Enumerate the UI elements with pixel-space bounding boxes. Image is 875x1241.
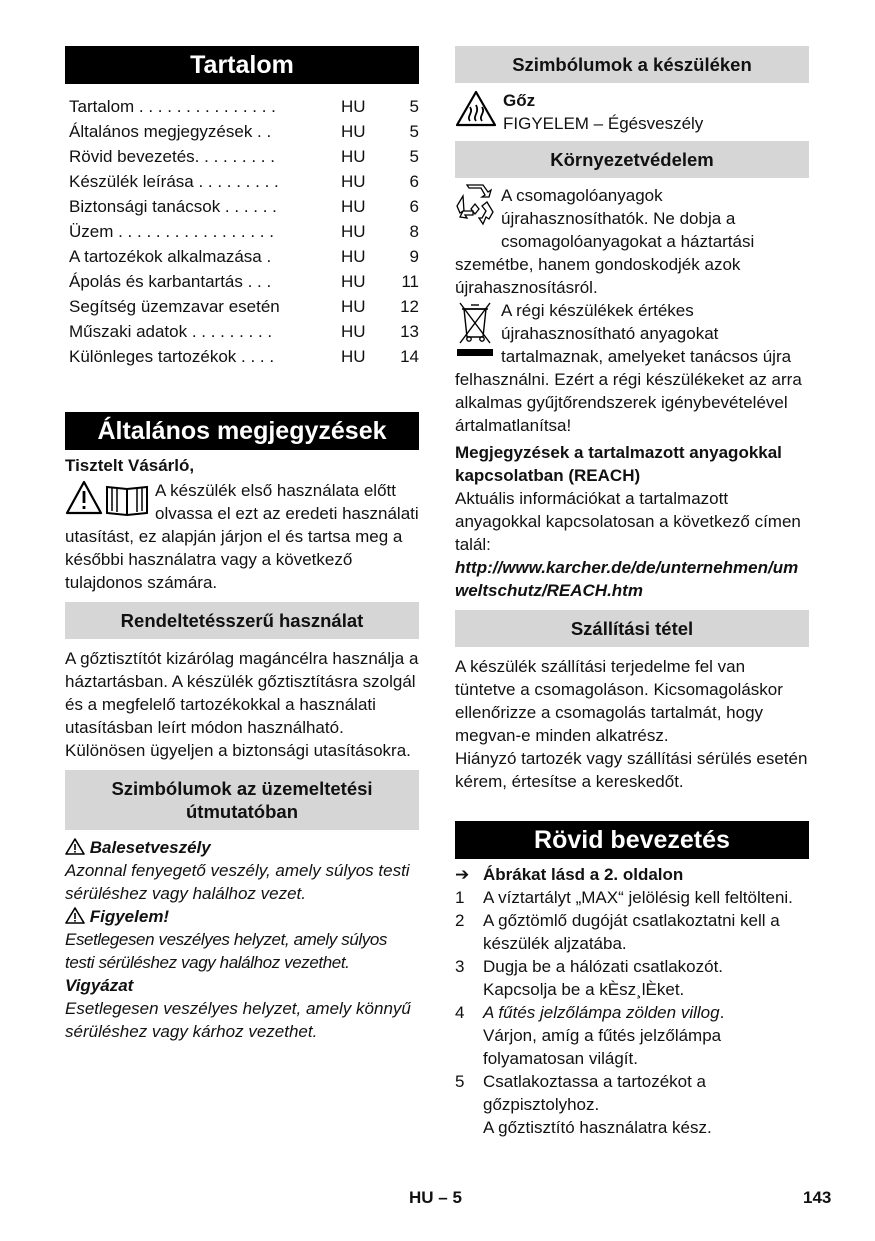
warning-heading: Figyelem! [65, 905, 419, 928]
toc-row[interactable] [69, 319, 419, 344]
toc-label: A tartozékok alkalmazása . [69, 247, 272, 266]
intended-use-text: A gőztisztítót kizárólag magáncélra használja a háztartásban. A készülék gőztisztításra szolgál és a megfelelő tartozékokkal a használati utasításban leírt módon használható. Különösen ügyeljen a biztonsági utasításokra. [65, 649, 419, 760]
toc-row[interactable] [69, 119, 419, 144]
toc-page-number: 9 [409, 247, 419, 266]
toc-label: Segítség üzemzavar esetén [69, 297, 280, 316]
toc-label: Műszaki adatok . . . . . . . . . [69, 322, 273, 341]
left-column [65, 46, 419, 1043]
toc-label: Biztonsági tanácsok . . . . . . [69, 197, 277, 216]
toc-label: Készülék leírása . . . . . . . . . [69, 172, 279, 191]
reach-url[interactable]: http://www.karcher.de/de/unternehmen/umweltschutz/REACH.htm [455, 558, 799, 600]
warning-triangle-icon [65, 907, 90, 926]
crossed-bin-icon [455, 299, 495, 365]
toc-language: HU [341, 222, 366, 241]
reach-text: Aktuális információkat a tartalmazott anyagokkal kapcsolatosan a következő címen talál: [455, 489, 801, 554]
toc-label: Rövid bevezetés. . . . . . . . . [69, 147, 275, 166]
toc-page-number: 6 [409, 172, 419, 191]
quick-start-title: Rövid bevezetés [455, 821, 809, 859]
manual-symbols-title: Szimbólumok az üzemeltetési útmutatóban [65, 770, 419, 830]
steam-symbol-block [455, 89, 809, 135]
toc-title: Tartalom [65, 46, 419, 84]
greeting: Tisztelt Vásárló, [65, 456, 195, 475]
recycling-icon [455, 184, 495, 232]
toc-row[interactable] [69, 219, 419, 244]
toc-row[interactable] [69, 244, 419, 269]
toc-page-number: 5 [409, 122, 419, 141]
list-item: 1 A víztartályt „MAX“ jelölésig kell feltölteni. [455, 888, 793, 907]
toc-page-number: 12 [400, 297, 419, 316]
toc-label: Különleges tartozékok . . . . [69, 347, 275, 366]
danger-heading: Balesetveszély [65, 836, 419, 859]
list-item: 3 Dugja be a hálózati csatlakozót. Kapcsolja be a kÈsz¸lÈket. [455, 957, 724, 999]
toc-page-number: 14 [400, 347, 419, 366]
toc-page-number: 5 [409, 97, 419, 116]
device-symbols-title: Szimbólumok a készüléken [455, 46, 809, 83]
toc-page-number: 6 [409, 197, 419, 216]
toc-language: HU [341, 347, 366, 366]
delivery-text-missing: Hiányzó tartozék vagy szállítási sérülés esetén kérem, értesítse a kereskedőt. [455, 749, 808, 791]
toc-page-number: 5 [409, 147, 419, 166]
toc-language: HU [341, 322, 366, 341]
caution-text: Esetlegesen veszélyes helyzet, amely könnyű sérüléshez vagy kárhoz vezethet. [65, 999, 411, 1041]
steam-text: FIGYELEM – Égésveszély [503, 114, 704, 133]
toc-language: HU [341, 122, 366, 141]
toc-label: Üzem . . . . . . . . . . . . . . . . . [69, 222, 274, 241]
warning-triangle-icon [65, 838, 90, 857]
list-item: 5 Csatlakoztassa a tartozékot a gőzpisztolyhoz. A gőztisztító használatra kész. [455, 1072, 712, 1137]
toc-language: HU [341, 172, 366, 191]
list-item: 4 A fűtés jelzőlámpa zölden villog. Várjon, amíg a fűtés jelzőlámpa folyamatosan világít. [455, 1003, 725, 1068]
toc-row[interactable] [69, 94, 419, 119]
toc-label: Tartalom . . . . . . . . . . . . . . . [69, 97, 276, 116]
toc-label: Általános megjegyzések . . [69, 122, 272, 141]
toc-label: Ápolás és karbantartás . . . [69, 272, 272, 291]
hot-steam-warning-icon [455, 89, 497, 135]
toc-row[interactable] [69, 194, 419, 219]
danger-text: Azonnal fenyegető veszély, amely súlyos testi sérüléshez vagy halálhoz vezet. [65, 861, 410, 903]
toc-language: HU [341, 147, 366, 166]
toc-language: HU [341, 247, 366, 266]
reach-title: Megjegyzések a tartalmazott anyagokkal kapcsolatban (REACH) [455, 443, 782, 485]
quick-start-steps [455, 863, 809, 1139]
right-column [455, 46, 809, 1139]
intended-use-title: Rendeltetésszerű használat [65, 602, 419, 639]
steam-title: Gőz [503, 91, 536, 110]
old-devices-text: A régi készülékek értékes újrahasznosítható anyagokat tartalmaznak, amelyeket tanácsos újra felhasználni. Ezért a régi készülékeket az arra alkalmas gyűjtőrendszerek igénybevételével ártalmatlanítsa! [455, 301, 802, 435]
footer-language-page: HU – 5 [409, 1188, 462, 1207]
caution-heading: Vigyázat [65, 976, 134, 995]
toc-page-number: 11 [401, 272, 419, 291]
toc-page-number: 8 [409, 222, 419, 241]
toc-row[interactable] [69, 169, 419, 194]
arrow-right-icon: ➔ [455, 865, 470, 884]
list-item: 2 A gőztömlő dugóját csatlakoztatni kell a készülék aljzatába. [455, 911, 780, 953]
figure-reference: ➔ Ábrákat lásd a 2. oldalon [455, 865, 684, 884]
warning-read-manual-icon [65, 479, 149, 525]
packaging-recycling-text: A csomagolóanyagok újrahasznosíthatók. Ne dobja a csomagolóanyagokat a háztartási szemétbe, hanem gondoskodjék azok újrahasznosításról. [455, 186, 755, 297]
toc-row[interactable] [69, 294, 419, 319]
delivery-text: A készülék szállítási terjedelme fel van tüntetve a csomagoláson. Kicsomagoláskor ellenőrizze a csomagolás tartalmát, hogy megvan-e minden alkatrész. [455, 657, 783, 745]
toc-language: HU [341, 297, 366, 316]
environment-title: Környezetvédelem [455, 141, 809, 178]
warning-text: Esetlegesen veszélyes helyzet, amely súlyos testi sérüléshez vagy halálhoz vezethet. [65, 930, 388, 972]
general-intro: A készülék első használata előtt olvassa el ezt az eredeti használati utasítást, ez alapján járjon el és tartsa meg a későbbi használatra vagy a következő tulajdonos számára. [65, 481, 419, 592]
toc-row[interactable] [69, 144, 419, 169]
page-number: 143 [803, 1188, 832, 1207]
toc-row[interactable] [69, 344, 419, 369]
toc-language: HU [341, 197, 366, 216]
toc-row[interactable] [69, 269, 419, 294]
general-notes-title: Általános megjegyzések [65, 412, 419, 450]
toc-language: HU [341, 97, 366, 116]
table-of-contents [65, 94, 419, 369]
toc-language: HU [341, 272, 366, 291]
toc-page-number: 13 [400, 322, 419, 341]
delivery-title: Szállítási tétel [455, 610, 809, 647]
